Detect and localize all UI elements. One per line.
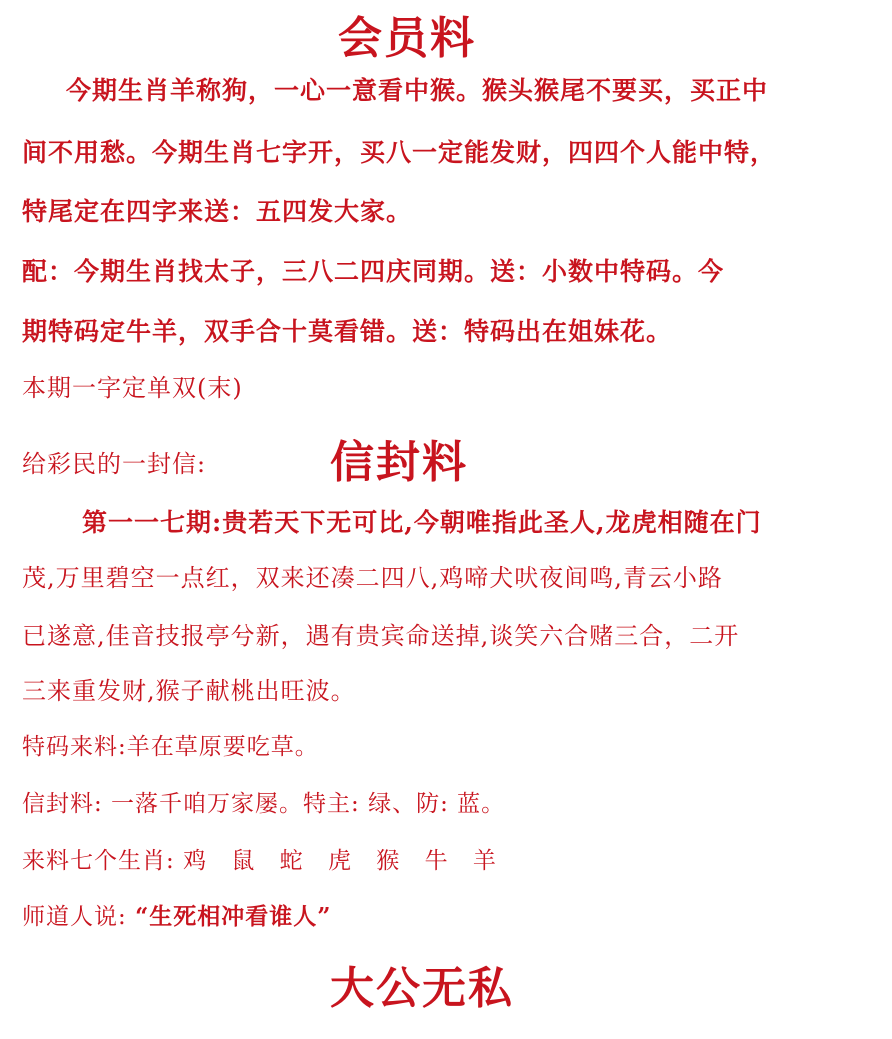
zodiac-line	[22, 850, 505, 873]
letter-line-4: 三来重发财,猴子献桃出旺波。	[22, 677, 356, 705]
member-line-2: 间不用愁。今期生肖七字开，买八一定能发财，四四个人能中特，	[22, 138, 777, 167]
member-line-1: 今期生肖羊称狗，一心一意看中猴。猴头猴尾不要买，买正中	[66, 76, 769, 105]
member-line-5: 期特码定牛羊，双手合十莫看错。送：特码出在姐妹花。	[22, 317, 673, 346]
envelope-title: 信封料	[330, 437, 468, 488]
saying-quote: “生死相冲看谁人”	[135, 903, 332, 930]
letter-line-3: 已遂意,佳音技报亭兮新，遇有贵宾命送掉,谈笑六合赌三合，二开	[22, 622, 740, 650]
member-line-6: 本期一字定单双(末)	[22, 374, 243, 402]
member-line-4: 配：今期生肖找太子，三八二四庆同期。送：小数中特码。今	[22, 257, 725, 286]
saying-line	[22, 905, 332, 929]
envelope-material-line: 信封料: 一落千咱万家屡。特主: 绿、防: 蓝。	[22, 791, 506, 817]
letter-intro: 给彩民的一封信:	[22, 450, 207, 478]
special-code-line: 特码来料:羊在草原要吃草。	[22, 734, 319, 760]
member-line-3: 特尾定在四字来送：五四发大家。	[22, 197, 413, 226]
fair-title: 大公无私	[330, 963, 514, 1014]
member-title: 会员料	[338, 13, 476, 64]
letter-line-2: 茂,万里碧空一点红，双来还凑二四八,鸡啼犬吠夜间鸣,青云小路	[22, 564, 723, 592]
zodiac-list: 鸡 鼠 蛇 虎 猴 牛 羊	[183, 848, 505, 874]
zodiac-label: 来料七个生肖:	[22, 848, 175, 874]
letter-line-1: 第一一七期:贵若天下无可比,今朝唯指此圣人,龙虎相随在门	[82, 508, 762, 537]
saying-label: 师道人说:	[22, 904, 127, 930]
